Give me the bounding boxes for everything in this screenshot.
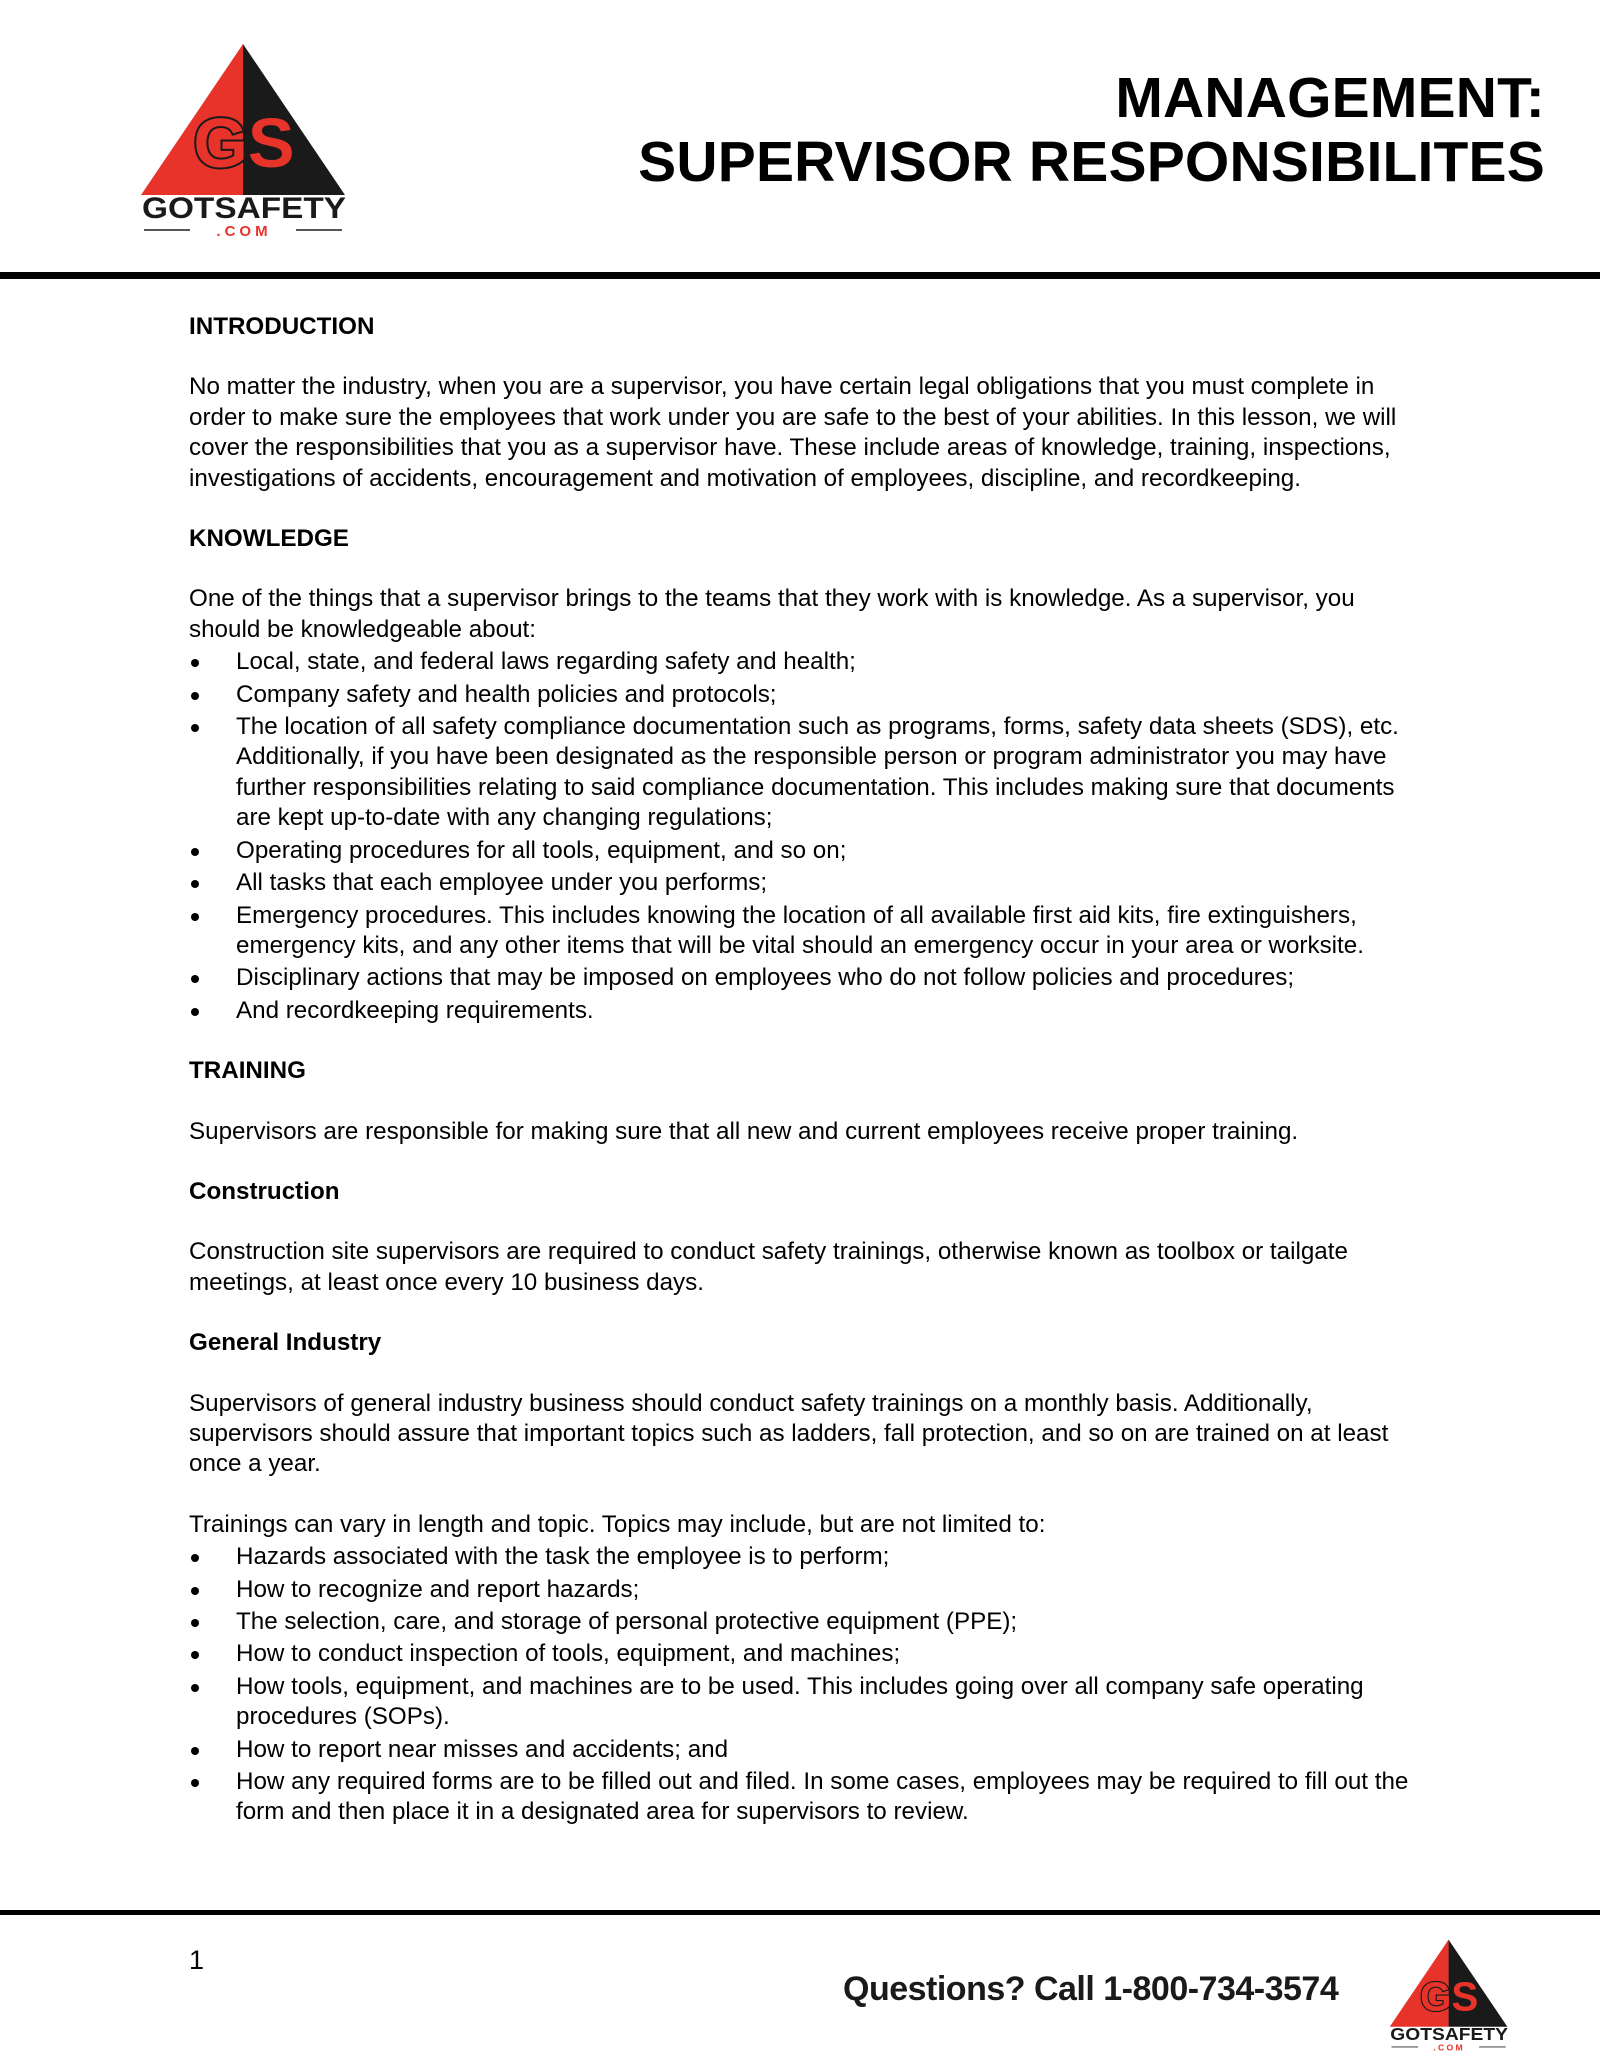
topics-list bbox=[189, 1542, 1429, 1828]
training-heading: TRAINING bbox=[189, 1057, 306, 1085]
list-item: Disciplinary actions that may be imposed on employees who do not follow policies and procedures; bbox=[189, 963, 1429, 993]
list-item: Emergency procedures. This includes knowing the location of all available first aid kits, fire extinguishers, emergency kits, and any other items that will be vital should an emergency occur in your area or worksite. bbox=[189, 901, 1429, 962]
title-line-2: SUPERVISOR RESPONSIBILITES bbox=[638, 130, 1545, 194]
training-paragraph: Supervisors are responsible for making sure that all new and current employees receive proper training. bbox=[189, 1117, 1299, 1145]
list-item: The location of all safety compliance documentation such as programs, forms, safety data sheets (SDS), etc. Additionally, if you have been designated as the responsible person or program administrator you may have further responsibilities relating to said compliance documentation. This includes making sure that documents are kept up-to-date with any changing regulations; bbox=[189, 712, 1429, 834]
list-item: All tasks that each employee under you performs; bbox=[189, 868, 1429, 898]
svg-text:GS: GS bbox=[1419, 1973, 1479, 2020]
general-industry-heading: General Industry bbox=[189, 1329, 382, 1357]
page-title bbox=[638, 66, 1545, 194]
list-item: How to recognize and report hazards; bbox=[189, 1575, 1429, 1605]
svg-text:.COM: .COM bbox=[216, 223, 272, 240]
knowledge-list bbox=[189, 647, 1429, 1026]
list-item: Operating procedures for all tools, equipment, and so on; bbox=[189, 836, 1429, 866]
list-item: Hazards associated with the task the employee is to perform; bbox=[189, 1542, 1429, 1572]
general-industry-paragraph: Supervisors of general industry business should conduct safety trainings on a monthly basis. Additionally, supervisors should assure that important topics such as ladders, fall protection, and so on are trained on at least once a year. bbox=[189, 1389, 1389, 1478]
svg-text:GS: GS bbox=[193, 104, 295, 182]
construction-paragraph: Construction site supervisors are required to conduct safety trainings, otherwise known as toolbox or tailgate meetings, at least once every 10 business days. bbox=[189, 1238, 1348, 1296]
gotsafety-logo bbox=[138, 40, 353, 240]
footer-divider bbox=[0, 1910, 1600, 1915]
title-line-1: MANAGEMENT: bbox=[1115, 66, 1545, 130]
svg-text:GOTSAFETY: GOTSAFETY bbox=[142, 192, 346, 225]
intro-paragraph: No matter the industry, when you are a supervisor, you have certain legal obligations that you must complete in order to make sure the employees that work under you are safe to the best of your abilities. In this lesson, we will cover the responsibilities that you as a supervisor have. These include areas of knowledge, training, inspections, investigations of accidents, encouragement and motivation of employees, discipline, and recordkeeping. bbox=[189, 373, 1397, 492]
list-item: And recordkeeping requirements. bbox=[189, 996, 1429, 1026]
list-item: How to report near misses and accidents; and bbox=[189, 1735, 1429, 1765]
construction-heading: Construction bbox=[189, 1177, 340, 1205]
knowledge-heading: KNOWLEDGE bbox=[189, 525, 349, 553]
svg-text:.COM: .COM bbox=[1433, 2042, 1466, 2053]
list-item: Company safety and health policies and protocols; bbox=[189, 680, 1429, 710]
list-item: Local, state, and federal laws regarding safety and health; bbox=[189, 647, 1429, 677]
questions-call-text: Questions? Call 1-800-734-3574 bbox=[843, 1970, 1339, 2008]
list-item: How tools, equipment, and machines are to be used. This includes going over all company safe operating procedures (SOPs). bbox=[189, 1672, 1429, 1733]
svg-text:GOTSAFETY: GOTSAFETY bbox=[1390, 2023, 1509, 2044]
page-number: 1 bbox=[189, 1945, 205, 1975]
header-divider bbox=[0, 272, 1600, 279]
list-item: The selection, care, and storage of personal protective equipment (PPE); bbox=[189, 1607, 1429, 1637]
intro-heading: INTRODUCTION bbox=[189, 313, 375, 340]
gotsafety-logo-footer bbox=[1388, 1936, 1512, 2054]
document-body bbox=[189, 312, 1429, 1858]
list-item: How any required forms are to be filled out and filed. In some cases, employees may be required to fill out the form and then place it in a designated area for supervisors to review. bbox=[189, 1767, 1429, 1828]
topics-intro: Trainings can vary in length and topic. Topics may include, but are not limited to: bbox=[189, 1510, 1046, 1538]
list-item: How to conduct inspection of tools, equipment, and machines; bbox=[189, 1639, 1429, 1669]
knowledge-paragraph: One of the things that a supervisor brings to the teams that they work with is knowledge. As a supervisor, you should be knowledgeable about: bbox=[189, 585, 1355, 643]
